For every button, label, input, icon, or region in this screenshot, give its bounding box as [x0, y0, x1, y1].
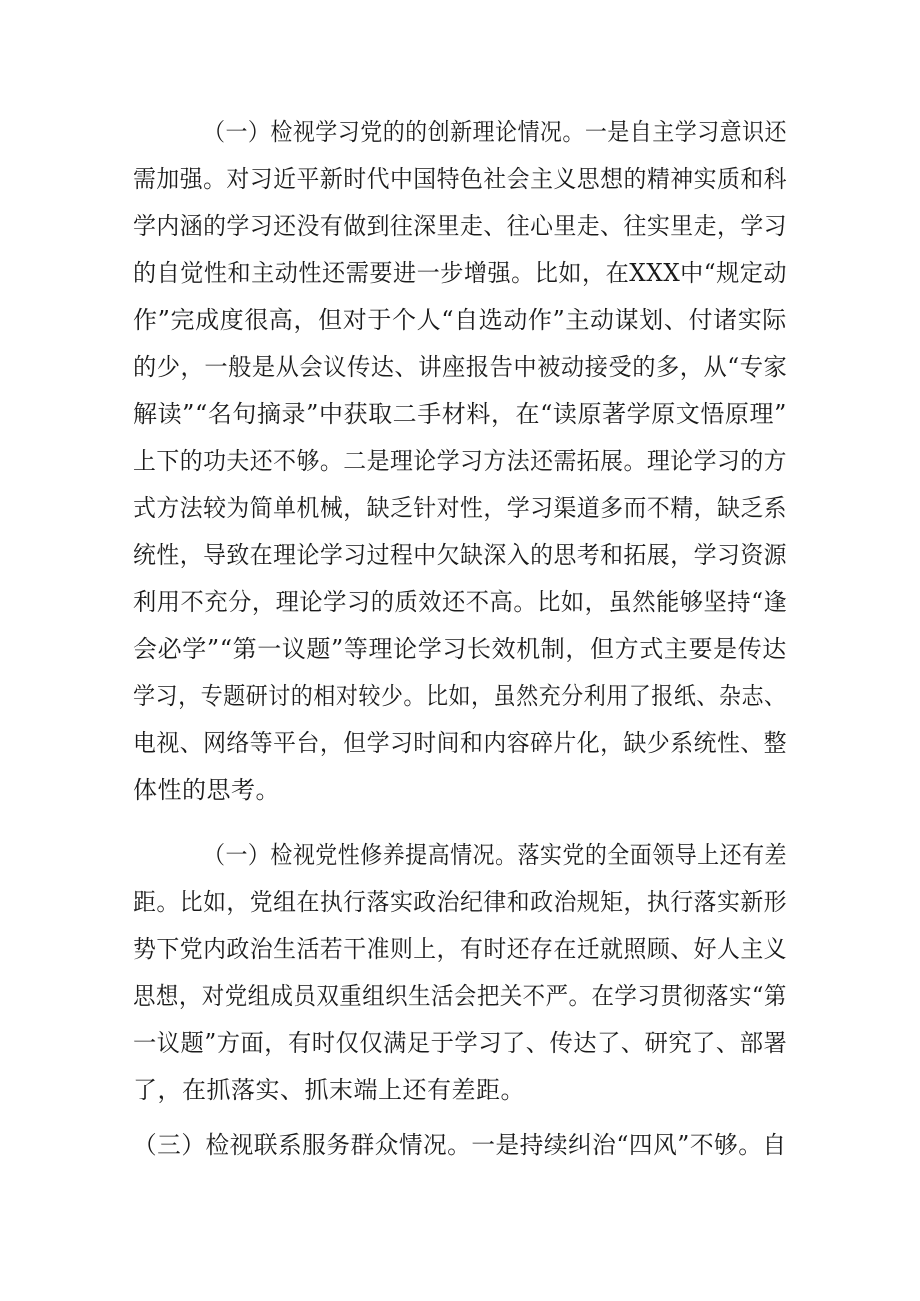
- text-line: （一）检视党性修养提高情况。落实党的全面领导上还有差: [203, 841, 788, 869]
- text-line: 体性的思考。: [133, 776, 280, 804]
- text-line: 距。比如，党组在执行落实政治纪律和政治规矩，执行落实新形: [133, 888, 788, 916]
- text-line: 学习，专题研讨的相对较少。比如，虽然充分利用了报纸、杂志、: [133, 682, 787, 710]
- text-line: 利用不充分，理论学习的质效还不高。比如，虽然能够坚持“逢: [133, 588, 788, 616]
- text-line: 一议题”方面，有时仅仅满足于学习了、传达了、研究了、部署: [133, 1029, 788, 1057]
- text-line: 的自觉性和主动性还需要进一步增强。比如，在XXX中“规定动: [133, 259, 788, 287]
- text-line: 势下党内政治生活若干准则上，有时还存在迁就照顾、好人主义: [133, 935, 788, 963]
- text-line: 思想，对党组成员双重组织生活会把关不严。在学习贯彻落实“第: [133, 982, 787, 1010]
- text-line: 上下的功夫还不够。二是理论学习方法还需拓展。理论学习的方: [133, 447, 788, 475]
- text-line: 作”完成度很高，但对于个人“自选动作”主动谋划、付诸实际: [133, 306, 787, 334]
- text-line: 了，在抓落实、抓末端上还有差距。: [133, 1076, 525, 1104]
- text-line: 统性，导致在理论学习过程中欠缺深入的思考和拓展，学习资源: [133, 541, 788, 569]
- text-line: 学内涵的学习还没有做到往深里走、往心里走、往实里走，学习: [133, 212, 788, 240]
- text-line: （一）检视学习党的的创新理论情况。一是自主学习意识还: [203, 118, 788, 146]
- text-line: 式方法较为简单机械，缺乏针对性，学习渠道多而不精，缺乏系: [133, 494, 788, 522]
- text-line: 需加强。对习近平新时代中国特色社会主义思想的精神实质和科: [133, 165, 788, 193]
- text-line: 电视、网络等平台，但学习时间和内容碎片化，缺少系统性、整: [133, 729, 788, 757]
- text-line: 解读”“名句摘录”中获取二手材料，在“读原著学原文悟原理”: [133, 400, 787, 428]
- text-line: （三）检视联系服务群众情况。一是持续纠治“四风”不够。自: [133, 1131, 787, 1159]
- text-line: 的少，一般是从会议传达、讲座报告中被动接受的多，从“专家: [133, 353, 788, 381]
- text-line: 会必学”“第一议题”等理论学习长效机制，但方式主要是传达: [133, 635, 787, 663]
